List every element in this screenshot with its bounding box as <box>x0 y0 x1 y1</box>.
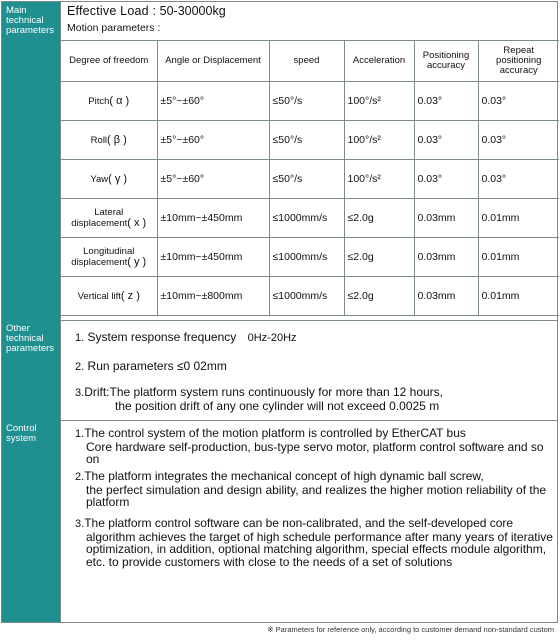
row-name: Pitch( α ) <box>61 82 157 121</box>
cell-repeat: 0.03° <box>478 160 559 199</box>
header-angle-displacement: Angle or Displacement <box>157 41 269 82</box>
other-param-item: 2. Run parameters ≤0 02mm <box>75 359 227 373</box>
table-header-row <box>61 41 559 82</box>
other-param-item: 3.Drift:The platform system runs continuously for more than 12 hours, the position drift of any one cylinder will not exceed 0.0025 m <box>75 385 444 413</box>
cell-positioning: 0.03mm <box>414 199 478 238</box>
table-row <box>61 277 559 316</box>
cell-acceleration: 100°/s² <box>344 82 414 121</box>
cell-range: ±5°~±60° <box>157 160 269 199</box>
cell-repeat: 0.03° <box>478 82 559 121</box>
main-params-label: Main technical parameters <box>2 2 60 320</box>
cell-repeat: 0.03° <box>478 121 559 160</box>
control-item: 2.The platform integrates the mechanical concept of high dynamic ball screw, the perfect simulation and design ability, and realizes the higher motion reliability of the platform <box>75 469 547 509</box>
motion-params-label: Motion parameters : <box>67 22 161 34</box>
row-name: Longitudinal displacement( y ) <box>61 238 157 277</box>
header-acceleration: Acceleration <box>344 41 414 82</box>
header-positioning-accuracy: Positioning accuracy <box>414 41 478 82</box>
control-system-section <box>60 420 557 622</box>
cell-positioning: 0.03° <box>414 121 478 160</box>
cell-speed: ≤50°/s <box>269 121 344 160</box>
cell-repeat: 0.01mm <box>478 199 559 238</box>
cell-repeat: 0.01mm <box>478 277 559 316</box>
control-item: 1.The control system of the motion platform is controlled by EtherCAT bus Core hardware self-production, bus-type servo motor, platform control software and so on <box>75 426 544 466</box>
effective-load-label: Effective Load : <box>67 4 157 18</box>
other-params-label: Other technical parameters <box>2 320 60 420</box>
row-name: Roll( β ) <box>61 121 157 160</box>
header-degree-of-freedom: Degree of freedom <box>61 41 157 82</box>
row-name: Vertical lift( z ) <box>61 277 157 316</box>
cell-speed: ≤1000mm/s <box>269 277 344 316</box>
cell-positioning: 0.03° <box>414 160 478 199</box>
cell-acceleration: 100°/s² <box>344 121 414 160</box>
cell-range: ±10mm~±450mm <box>157 238 269 277</box>
cell-range: ±5°~±60° <box>157 82 269 121</box>
header-speed: speed <box>269 41 344 82</box>
other-params-section <box>60 320 557 420</box>
table-row <box>61 160 559 199</box>
cell-range: ±10mm~±800mm <box>157 277 269 316</box>
cell-range: ±10mm~±450mm <box>157 199 269 238</box>
footer-note: ※ Parameters for reference only, according to customer demand non-standard custom <box>267 625 554 634</box>
table-row <box>61 199 559 238</box>
cell-speed: ≤50°/s <box>269 82 344 121</box>
cell-acceleration: ≤2.0g <box>344 277 414 316</box>
cell-positioning: 0.03mm <box>414 238 478 277</box>
cell-speed: ≤50°/s <box>269 160 344 199</box>
cell-acceleration: ≤2.0g <box>344 199 414 238</box>
effective-load-value: 50-30000kg <box>159 4 226 18</box>
control-item: 3.The platform control software can be non-calibrated, and the self-developed core algorithm achieves the target of high schedule performance after many years of iterative optimization, in addition, optional matching algorithm, special effects module algorithm, etc. to provide customers with close to the needs of a set of solutions <box>75 516 553 569</box>
row-name: Lateral displacement( x ) <box>61 199 157 238</box>
motion-params-table <box>61 40 559 316</box>
cell-positioning: 0.03° <box>414 82 478 121</box>
cell-acceleration: 100°/s² <box>344 160 414 199</box>
row-name: Yaw( γ ) <box>61 160 157 199</box>
table-row <box>61 121 559 160</box>
cell-range: ±5°~±60° <box>157 121 269 160</box>
cell-speed: ≤1000mm/s <box>269 199 344 238</box>
control-system-label: Control system <box>2 420 60 622</box>
cell-speed: ≤1000mm/s <box>269 238 344 277</box>
effective-load <box>67 4 226 18</box>
header-repeat-accuracy: Repeat positioning accuracy <box>478 41 559 82</box>
cell-repeat: 0.01mm <box>478 238 559 277</box>
cell-acceleration: ≤2.0g <box>344 238 414 277</box>
table-row <box>61 238 559 277</box>
cell-positioning: 0.03mm <box>414 277 478 316</box>
table-row <box>61 82 559 121</box>
main-params-section <box>60 2 557 320</box>
other-param-item: 1. System response frequency 0Hz-20Hz <box>75 330 297 344</box>
spec-sheet <box>1 1 558 623</box>
